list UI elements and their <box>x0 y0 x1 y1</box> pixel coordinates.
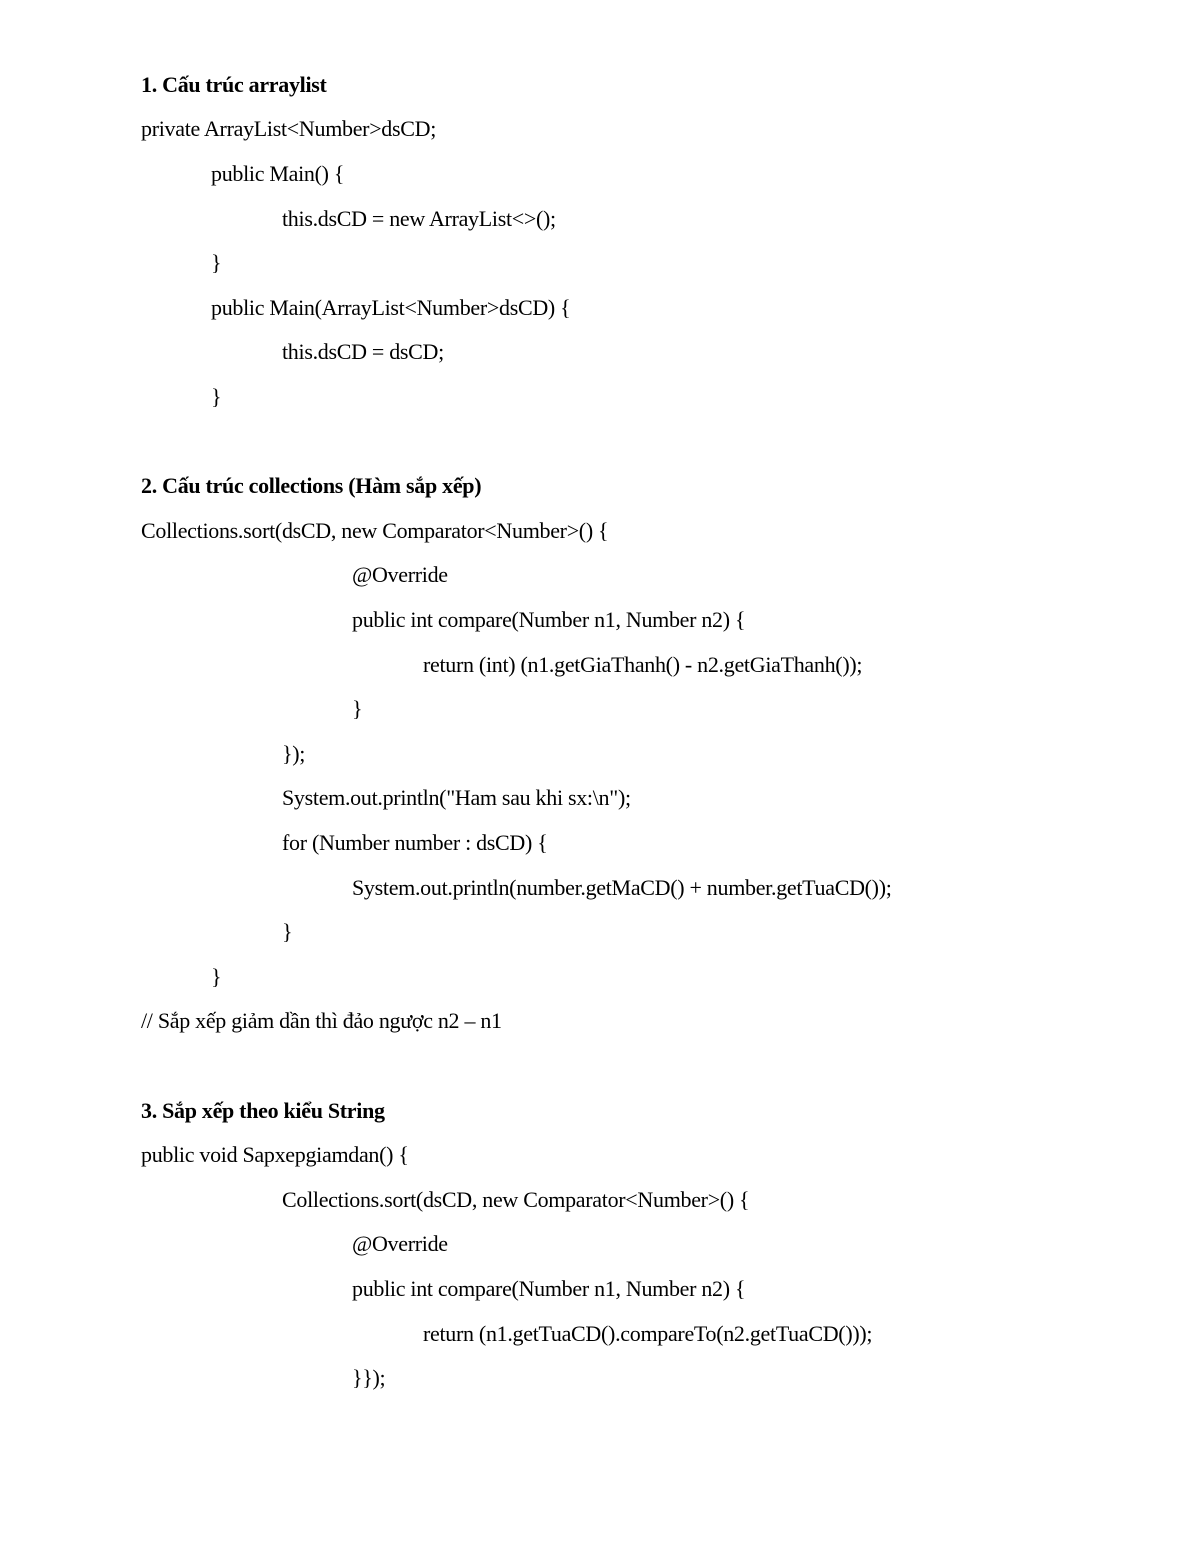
code-line: public int compare(Number n1, Number n2) { <box>352 1276 746 1301</box>
code-line: } <box>211 964 222 989</box>
code-line: }); <box>282 741 306 766</box>
code-line: public void Sapxepgiamdan() { <box>141 1142 409 1167</box>
code-comment: // Sắp xếp giảm dần thì đảo ngược n2 – n1 <box>141 1008 502 1033</box>
section-3-heading: 3. Sắp xếp theo kiểu String <box>141 1098 385 1123</box>
code-line: @Override <box>352 1231 448 1256</box>
code-line: } <box>211 384 222 409</box>
code-line: public int compare(Number n1, Number n2) { <box>352 607 746 632</box>
code-line: this.dsCD = new ArrayList<>(); <box>282 206 556 231</box>
section-2-heading: 2. Cấu trúc collections (Hàm sắp xếp) <box>141 473 482 498</box>
code-line: Collections.sort(dsCD, new Comparator<Number>() { <box>141 518 609 543</box>
code-line: public Main() { <box>211 161 345 186</box>
code-line: } <box>211 250 222 275</box>
section-1-heading: 1. Cấu trúc arraylist <box>141 72 327 97</box>
code-line: for (Number number : dsCD) { <box>282 830 548 855</box>
code-line: private ArrayList<Number>dsCD; <box>141 116 437 141</box>
code-line: @Override <box>352 562 448 587</box>
code-line: System.out.println(number.getMaCD() + number.getTuaCD()); <box>352 875 892 900</box>
code-line: } <box>352 696 363 721</box>
code-line: } <box>282 919 293 944</box>
code-line: return (n1.getTuaCD().compareTo(n2.getTuaCD())); <box>423 1321 873 1346</box>
code-line: public Main(ArrayList<Number>dsCD) { <box>211 295 571 320</box>
code-line: return (int) (n1.getGiaThanh() - n2.getGiaThanh()); <box>423 652 863 677</box>
code-line: }}); <box>352 1365 386 1390</box>
code-line: this.dsCD = dsCD; <box>282 339 444 364</box>
code-line: Collections.sort(dsCD, new Comparator<Number>() { <box>282 1187 750 1212</box>
code-line: System.out.println("Ham sau khi sx:\n"); <box>282 785 631 810</box>
